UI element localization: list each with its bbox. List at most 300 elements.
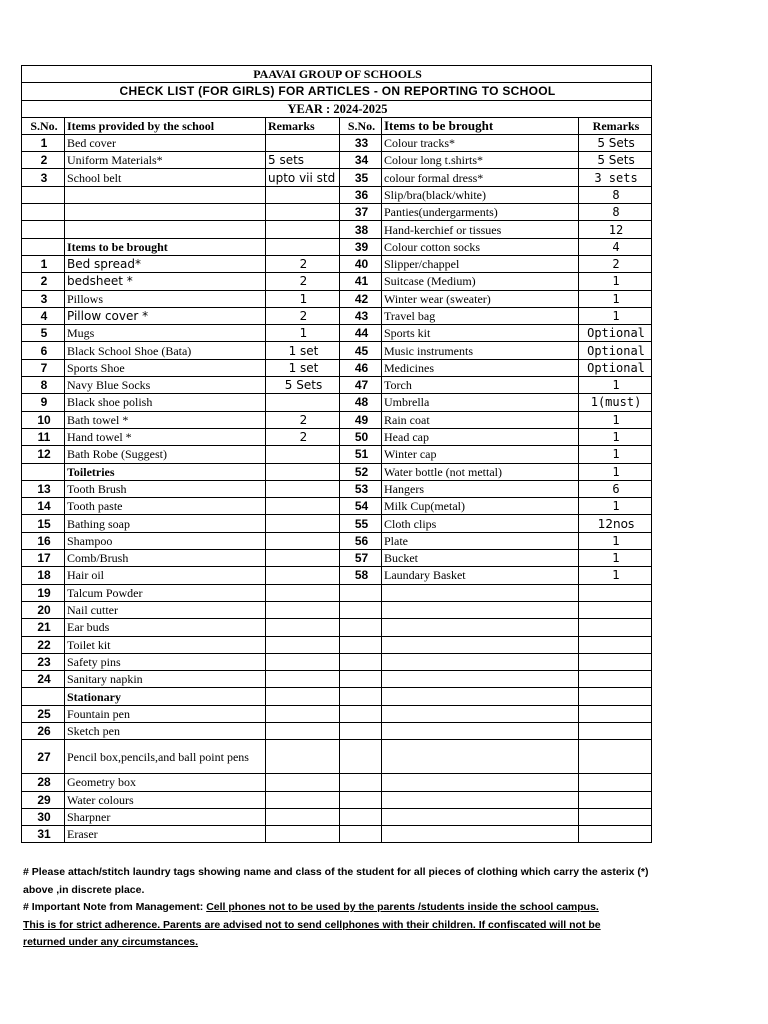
checklist-subtitle: CHECK LIST (FOR GIRLS) FOR ARTICLES - ON REPORTING TO SCHOOL bbox=[22, 83, 652, 100]
left-sno-cell: 13 bbox=[22, 480, 65, 497]
right-item-cell: Slip/bra(black/white) bbox=[382, 186, 579, 203]
right-remark-cell: 1 bbox=[579, 532, 652, 549]
section-header-stationary: Stationary bbox=[65, 688, 266, 705]
right-remark-cell: 4 bbox=[579, 238, 652, 255]
right-remark-cell: 1 bbox=[579, 273, 652, 290]
right-remark-cell: 1 bbox=[579, 550, 652, 567]
right-item-cell: Water bottle (not mettal) bbox=[382, 463, 579, 480]
section-header-toiletries: Toiletries bbox=[65, 463, 266, 480]
right-remark-cell: 1 bbox=[579, 498, 652, 515]
left-remark-cell bbox=[266, 688, 340, 705]
right-item-cell bbox=[382, 601, 579, 618]
left-item-cell: Tooth Brush bbox=[65, 480, 266, 497]
left-sno-cell bbox=[22, 688, 65, 705]
left-sno-cell: 24 bbox=[22, 671, 65, 688]
header-row bbox=[22, 117, 652, 134]
right-item-cell: Umbrella bbox=[382, 394, 579, 411]
table-row bbox=[22, 532, 652, 549]
table-row bbox=[22, 740, 652, 774]
right-remark-cell: 1 bbox=[579, 567, 652, 584]
table-row bbox=[22, 480, 652, 497]
left-item-cell: Ear buds bbox=[65, 619, 266, 636]
right-item-cell bbox=[382, 653, 579, 670]
left-item-cell: Geometry box bbox=[65, 774, 266, 791]
left-sno-cell: 2 bbox=[22, 152, 65, 169]
left-item-cell: Sanitary napkin bbox=[65, 671, 266, 688]
left-remark-cell bbox=[266, 480, 340, 497]
right-remark-cell: 1 bbox=[579, 290, 652, 307]
right-remark-cell bbox=[579, 826, 652, 843]
right-sno-cell bbox=[340, 584, 382, 601]
right-item-cell: Rain coat bbox=[382, 411, 579, 428]
right-item-cell: Medicines bbox=[382, 359, 579, 376]
left-remark-cell: 1 bbox=[266, 290, 340, 307]
right-remark-cell: 1 bbox=[579, 463, 652, 480]
right-item-cell: Head cap bbox=[382, 428, 579, 445]
right-remark-cell bbox=[579, 584, 652, 601]
right-sno-cell: 50 bbox=[340, 428, 382, 445]
table-row bbox=[22, 722, 652, 739]
right-item-cell: Plate bbox=[382, 532, 579, 549]
management-note-line1 bbox=[23, 899, 723, 917]
right-item-cell bbox=[382, 636, 579, 653]
sno-header: S.No. bbox=[22, 117, 65, 134]
right-remark-cell: 5 Sets bbox=[579, 152, 652, 169]
left-remark-cell bbox=[266, 186, 340, 203]
left-sno-cell bbox=[22, 238, 65, 255]
right-item-cell: Hangers bbox=[382, 480, 579, 497]
left-remark-cell bbox=[266, 463, 340, 480]
table-row bbox=[22, 463, 652, 480]
right-item-cell bbox=[382, 671, 579, 688]
table-row bbox=[22, 567, 652, 584]
table-row bbox=[22, 428, 652, 445]
right-sno-cell bbox=[340, 688, 382, 705]
left-sno-cell: 12 bbox=[22, 446, 65, 463]
right-item-cell: Panties(undergarments) bbox=[382, 204, 579, 221]
left-sno-cell bbox=[22, 186, 65, 203]
left-item-cell: Eraser bbox=[65, 826, 266, 843]
table-row bbox=[22, 774, 652, 791]
right-item-cell: Winter wear (sweater) bbox=[382, 290, 579, 307]
left-sno-cell: 27 bbox=[22, 740, 65, 774]
right-sno-cell: 53 bbox=[340, 480, 382, 497]
left-sno-cell: 9 bbox=[22, 394, 65, 411]
right-sno-cell: 34 bbox=[340, 152, 382, 169]
left-item-cell: Pencil box,pencils,and ball point pens bbox=[65, 740, 266, 774]
notes-section bbox=[23, 864, 723, 952]
right-item-cell bbox=[382, 584, 579, 601]
left-sno-cell: 20 bbox=[22, 601, 65, 618]
left-remark-cell bbox=[266, 791, 340, 808]
left-remark-cell bbox=[266, 134, 340, 151]
right-remark-cell: 1 bbox=[579, 428, 652, 445]
left-sno-cell: 8 bbox=[22, 377, 65, 394]
left-item-cell: Uniform Materials* bbox=[65, 152, 266, 169]
left-remark-cell: 1 set bbox=[266, 359, 340, 376]
right-sno-cell: 43 bbox=[340, 307, 382, 324]
right-remark-cell bbox=[579, 601, 652, 618]
remarks-header-right: Remarks bbox=[579, 117, 652, 134]
right-sno-cell: 36 bbox=[340, 186, 382, 203]
items-provided-header: Items provided by the school bbox=[65, 117, 266, 134]
table-row bbox=[22, 601, 652, 618]
right-remark-cell: 1 bbox=[579, 411, 652, 428]
left-remark-cell bbox=[266, 808, 340, 825]
right-item-cell: Winter cap bbox=[382, 446, 579, 463]
right-item-cell: Milk Cup(metal) bbox=[382, 498, 579, 515]
left-remark-cell bbox=[266, 705, 340, 722]
left-sno-cell bbox=[22, 221, 65, 238]
table-row bbox=[22, 688, 652, 705]
table-row bbox=[22, 446, 652, 463]
table-row bbox=[22, 169, 652, 186]
left-item-cell: Hand towel * bbox=[65, 428, 266, 445]
right-sno-cell bbox=[340, 705, 382, 722]
right-item-cell: Bucket bbox=[382, 550, 579, 567]
section-header-items-brought: Items to be brought bbox=[65, 238, 266, 255]
right-sno-cell: 54 bbox=[340, 498, 382, 515]
right-item-cell: Music instruments bbox=[382, 342, 579, 359]
management-note-line2: This is for strict adherence. Parents are advised not to send cellphones with their children. If confiscated will not be bbox=[23, 918, 601, 931]
left-item-cell: Comb/Brush bbox=[65, 550, 266, 567]
right-item-cell: Torch bbox=[382, 377, 579, 394]
left-item-cell: Mugs bbox=[65, 325, 266, 342]
left-remark-cell bbox=[266, 550, 340, 567]
right-sno-cell: 52 bbox=[340, 463, 382, 480]
left-remark-cell: 2 bbox=[266, 273, 340, 290]
left-sno-cell: 29 bbox=[22, 791, 65, 808]
left-item-cell: Water colours bbox=[65, 791, 266, 808]
left-sno-cell: 17 bbox=[22, 550, 65, 567]
left-item-cell: Shampoo bbox=[65, 532, 266, 549]
year-row bbox=[22, 100, 652, 117]
right-item-cell: Laundary Basket bbox=[382, 567, 579, 584]
left-item-cell: Talcum Powder bbox=[65, 584, 266, 601]
table-row bbox=[22, 325, 652, 342]
table-row bbox=[22, 550, 652, 567]
left-remark-cell bbox=[266, 774, 340, 791]
left-item-cell bbox=[65, 221, 266, 238]
left-remark-cell bbox=[266, 826, 340, 843]
right-remark-cell bbox=[579, 705, 652, 722]
left-item-cell: Sports Shoe bbox=[65, 359, 266, 376]
right-sno-cell bbox=[340, 774, 382, 791]
right-sno-cell: 41 bbox=[340, 273, 382, 290]
right-sno-cell: 56 bbox=[340, 532, 382, 549]
left-item-cell: Sketch pen bbox=[65, 722, 266, 739]
right-remark-cell bbox=[579, 688, 652, 705]
right-remark-cell bbox=[579, 791, 652, 808]
right-remark-cell bbox=[579, 653, 652, 670]
right-remark-cell bbox=[579, 722, 652, 739]
sno-header-right: S.No. bbox=[340, 117, 382, 134]
left-item-cell: School belt bbox=[65, 169, 266, 186]
left-item-cell: Bathing soap bbox=[65, 515, 266, 532]
left-sno-cell: 14 bbox=[22, 498, 65, 515]
right-item-cell: Colour cotton socks bbox=[382, 238, 579, 255]
left-item-cell: Bed cover bbox=[65, 134, 266, 151]
left-remark-cell bbox=[266, 740, 340, 774]
right-remark-cell: 2 bbox=[579, 255, 652, 272]
right-sno-cell bbox=[340, 722, 382, 739]
left-remark-cell bbox=[266, 204, 340, 221]
left-sno-cell: 2 bbox=[22, 273, 65, 290]
right-item-cell bbox=[382, 826, 579, 843]
left-sno-cell: 31 bbox=[22, 826, 65, 843]
table-row bbox=[22, 134, 652, 151]
subtitle-row bbox=[22, 83, 652, 100]
academic-year: YEAR : 2024-2025 bbox=[22, 100, 652, 117]
left-sno-cell: 3 bbox=[22, 169, 65, 186]
left-remark-cell: 1 set bbox=[266, 342, 340, 359]
right-sno-cell: 49 bbox=[340, 411, 382, 428]
right-sno-cell bbox=[340, 619, 382, 636]
right-item-cell: Cloth clips bbox=[382, 515, 579, 532]
left-sno-cell: 25 bbox=[22, 705, 65, 722]
right-item-cell bbox=[382, 705, 579, 722]
right-item-cell bbox=[382, 808, 579, 825]
title-row bbox=[22, 66, 652, 83]
management-note-prefix: # Important Note from Management: bbox=[23, 901, 207, 913]
left-remark-cell bbox=[266, 653, 340, 670]
right-remark-cell: 1 bbox=[579, 307, 652, 324]
left-item-cell: Bath towel * bbox=[65, 411, 266, 428]
table-row bbox=[22, 342, 652, 359]
left-remark-cell bbox=[266, 567, 340, 584]
right-remark-cell: 8 bbox=[579, 204, 652, 221]
left-sno-cell: 3 bbox=[22, 290, 65, 307]
table-row bbox=[22, 636, 652, 653]
left-sno-cell: 23 bbox=[22, 653, 65, 670]
table-row bbox=[22, 671, 652, 688]
right-sno-cell bbox=[340, 653, 382, 670]
right-sno-cell: 55 bbox=[340, 515, 382, 532]
right-sno-cell: 58 bbox=[340, 567, 382, 584]
left-item-cell: Bath Robe (Suggest) bbox=[65, 446, 266, 463]
left-remark-cell bbox=[266, 498, 340, 515]
items-brought-header: Items to be brought bbox=[382, 117, 579, 134]
right-item-cell bbox=[382, 740, 579, 774]
left-item-cell: Tooth paste bbox=[65, 498, 266, 515]
right-item-cell bbox=[382, 774, 579, 791]
left-remark-cell: 5 Sets bbox=[266, 377, 340, 394]
left-sno-cell: 11 bbox=[22, 428, 65, 445]
left-remark-cell bbox=[266, 446, 340, 463]
left-remark-cell bbox=[266, 636, 340, 653]
right-sno-cell bbox=[340, 791, 382, 808]
left-sno-cell: 10 bbox=[22, 411, 65, 428]
table-row bbox=[22, 307, 652, 324]
left-sno-cell bbox=[22, 204, 65, 221]
left-sno-cell: 22 bbox=[22, 636, 65, 653]
left-item-cell: Safety pins bbox=[65, 653, 266, 670]
laundry-note-line2: above ,in discrete place. bbox=[23, 883, 145, 896]
table-row bbox=[22, 808, 652, 825]
table-row bbox=[22, 705, 652, 722]
right-sno-cell: 48 bbox=[340, 394, 382, 411]
right-remark-cell: Optional bbox=[579, 359, 652, 376]
left-remark-cell: 5 sets bbox=[266, 152, 340, 169]
table-row bbox=[22, 255, 652, 272]
table-row bbox=[22, 221, 652, 238]
left-sno-cell: 30 bbox=[22, 808, 65, 825]
right-item-cell: Colour tracks* bbox=[382, 134, 579, 151]
left-remark-cell: 2 bbox=[266, 255, 340, 272]
right-sno-cell bbox=[340, 636, 382, 653]
right-item-cell: Hand-kerchief or tissues bbox=[382, 221, 579, 238]
left-item-cell: bedsheet * bbox=[65, 273, 266, 290]
right-remark-cell bbox=[579, 740, 652, 774]
left-item-cell: Hair oil bbox=[65, 567, 266, 584]
right-sno-cell: 51 bbox=[340, 446, 382, 463]
right-item-cell: colour formal dress* bbox=[382, 169, 579, 186]
right-sno-cell bbox=[340, 601, 382, 618]
left-remark-cell: 1 bbox=[266, 325, 340, 342]
left-item-cell: Fountain pen bbox=[65, 705, 266, 722]
right-item-cell: Slipper/chappel bbox=[382, 255, 579, 272]
left-sno-cell: 7 bbox=[22, 359, 65, 376]
right-remark-cell: 12 bbox=[579, 221, 652, 238]
left-sno-cell: 26 bbox=[22, 722, 65, 739]
table-row bbox=[22, 515, 652, 532]
right-remark-cell: 12nos bbox=[579, 515, 652, 532]
right-remark-cell: 5 Sets bbox=[579, 134, 652, 151]
right-remark-cell: Optional bbox=[579, 325, 652, 342]
left-item-cell: Toilet kit bbox=[65, 636, 266, 653]
right-sno-cell: 46 bbox=[340, 359, 382, 376]
left-remark-cell bbox=[266, 221, 340, 238]
table-row bbox=[22, 186, 652, 203]
table-row bbox=[22, 791, 652, 808]
left-remark-cell bbox=[266, 238, 340, 255]
left-remark-cell bbox=[266, 584, 340, 601]
laundry-note-line1: # Please attach/stitch laundry tags showing name and class of the student for all pieces of clothing which carry the asterix (*) bbox=[23, 866, 649, 878]
management-note-line3: returned under any circumstances. bbox=[23, 936, 199, 948]
remarks-header: Remarks bbox=[266, 117, 340, 134]
left-sno-cell: 16 bbox=[22, 532, 65, 549]
table-row bbox=[22, 498, 652, 515]
left-remark-cell: 2 bbox=[266, 411, 340, 428]
table-row bbox=[22, 826, 652, 843]
right-item-cell bbox=[382, 722, 579, 739]
left-sno-cell bbox=[22, 463, 65, 480]
right-item-cell: Travel bag bbox=[382, 307, 579, 324]
right-remark-cell: Optional bbox=[579, 342, 652, 359]
right-sno-cell: 33 bbox=[340, 134, 382, 151]
table-row bbox=[22, 238, 652, 255]
right-remark-cell bbox=[579, 774, 652, 791]
left-remark-cell bbox=[266, 601, 340, 618]
right-remark-cell bbox=[579, 671, 652, 688]
right-sno-cell: 37 bbox=[340, 204, 382, 221]
table-row bbox=[22, 653, 652, 670]
right-sno-cell: 42 bbox=[340, 290, 382, 307]
right-sno-cell: 45 bbox=[340, 342, 382, 359]
table-row bbox=[22, 411, 652, 428]
left-item-cell: Pillows bbox=[65, 290, 266, 307]
right-sno-cell: 35 bbox=[340, 169, 382, 186]
left-sno-cell: 19 bbox=[22, 584, 65, 601]
left-sno-cell: 15 bbox=[22, 515, 65, 532]
right-item-cell: Suitcase (Medium) bbox=[382, 273, 579, 290]
cellphone-rule: Cell phones not to be used by the parents /students inside the school campus. bbox=[206, 901, 599, 913]
table-row bbox=[22, 273, 652, 290]
right-sno-cell: 40 bbox=[340, 255, 382, 272]
left-item-cell: Nail cutter bbox=[65, 601, 266, 618]
left-sno-cell: 1 bbox=[22, 134, 65, 151]
left-sno-cell: 1 bbox=[22, 255, 65, 272]
left-remark-cell: 2 bbox=[266, 428, 340, 445]
left-remark-cell: 2 bbox=[266, 307, 340, 324]
left-remark-cell bbox=[266, 722, 340, 739]
left-sno-cell: 5 bbox=[22, 325, 65, 342]
left-sno-cell: 21 bbox=[22, 619, 65, 636]
checklist-table bbox=[21, 65, 652, 843]
right-remark-cell: 6 bbox=[579, 480, 652, 497]
table-row bbox=[22, 584, 652, 601]
left-remark-cell bbox=[266, 671, 340, 688]
left-item-cell: Pillow cover * bbox=[65, 307, 266, 324]
left-item-cell bbox=[65, 186, 266, 203]
right-item-cell bbox=[382, 688, 579, 705]
left-sno-cell: 4 bbox=[22, 307, 65, 324]
left-remark-cell bbox=[266, 515, 340, 532]
left-item-cell: Black School Shoe (Bata) bbox=[65, 342, 266, 359]
left-item-cell: Sharpner bbox=[65, 808, 266, 825]
left-remark-cell bbox=[266, 619, 340, 636]
right-remark-cell: 1(must) bbox=[579, 394, 652, 411]
left-sno-cell: 18 bbox=[22, 567, 65, 584]
left-item-cell bbox=[65, 204, 266, 221]
right-remark-cell: 1 bbox=[579, 377, 652, 394]
right-item-cell bbox=[382, 791, 579, 808]
right-remark-cell bbox=[579, 619, 652, 636]
right-sno-cell bbox=[340, 740, 382, 774]
left-item-cell: Black shoe polish bbox=[65, 394, 266, 411]
table-row bbox=[22, 377, 652, 394]
right-sno-cell: 39 bbox=[340, 238, 382, 255]
right-remark-cell: 3 sets bbox=[579, 169, 652, 186]
right-remark-cell: 1 bbox=[579, 446, 652, 463]
school-title: PAAVAI GROUP OF SCHOOLS bbox=[22, 66, 652, 83]
right-sno-cell bbox=[340, 808, 382, 825]
right-remark-cell: 8 bbox=[579, 186, 652, 203]
left-remark-cell bbox=[266, 532, 340, 549]
left-sno-cell: 6 bbox=[22, 342, 65, 359]
right-sno-cell: 44 bbox=[340, 325, 382, 342]
table-row bbox=[22, 204, 652, 221]
right-item-cell bbox=[382, 619, 579, 636]
right-sno-cell bbox=[340, 826, 382, 843]
table-row bbox=[22, 152, 652, 169]
right-sno-cell: 57 bbox=[340, 550, 382, 567]
right-sno-cell: 47 bbox=[340, 377, 382, 394]
table-row bbox=[22, 394, 652, 411]
left-remark-cell: upto vii std bbox=[266, 169, 340, 186]
right-sno-cell: 38 bbox=[340, 221, 382, 238]
right-remark-cell bbox=[579, 636, 652, 653]
table-row bbox=[22, 359, 652, 376]
right-remark-cell bbox=[579, 808, 652, 825]
left-remark-cell bbox=[266, 394, 340, 411]
left-sno-cell: 28 bbox=[22, 774, 65, 791]
left-item-cell: Bed spread* bbox=[65, 255, 266, 272]
left-item-cell: Navy Blue Socks bbox=[65, 377, 266, 394]
right-item-cell: Sports kit bbox=[382, 325, 579, 342]
table-row bbox=[22, 290, 652, 307]
right-item-cell: Colour long t.shirts* bbox=[382, 152, 579, 169]
